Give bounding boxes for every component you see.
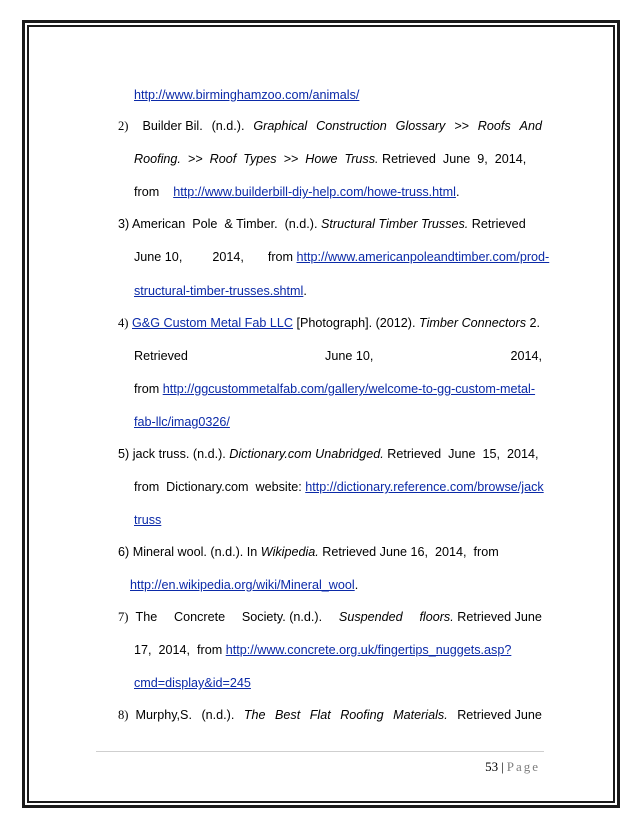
page-number: 53: [485, 759, 499, 774]
ref-3-retrieved: Retrieved: [468, 217, 526, 231]
ref-7-line-2: [134, 642, 511, 658]
ref-5-author: jack truss. (n.d.).: [129, 447, 230, 461]
ref-7-number: 7): [118, 610, 129, 624]
ref-2-title-word: >>: [454, 119, 469, 133]
ref-8-title-word: Best: [275, 708, 301, 722]
ref-7-url-cont[interactable]: cmd=display&id=245: [134, 676, 251, 690]
ref-2-line-1: [118, 118, 542, 134]
ref-4-line-3: [134, 381, 535, 397]
ref-6-line-2: [130, 577, 358, 593]
ref-4-line-4: [134, 414, 230, 430]
ref-2-line-2: [134, 151, 526, 167]
ref-2-period: .: [455, 185, 460, 199]
ref-8-retrieved: Retrieved June: [457, 708, 542, 722]
ref-3-author: American Pole & Timber. (n.d.).: [129, 217, 321, 231]
ref-2-url[interactable]: http://www.builderbill-diy-help.com/howe-truss.html: [173, 185, 456, 199]
ref-7-date: 17, 2014, from: [134, 643, 226, 657]
ref-3-number: 3): [118, 217, 130, 231]
ref-6-line-1: [118, 544, 499, 560]
ref-7-retrieved: Retrieved June: [457, 610, 542, 624]
ref-8-date: (n.d.).: [201, 708, 235, 722]
ref-2-number: 2): [118, 119, 129, 133]
ref-3-period: .: [303, 284, 307, 298]
ref-7-word: Society. (n.d.).: [241, 610, 323, 624]
ref-2-from: from: [134, 185, 160, 199]
ref-7-word: Concrete: [173, 610, 226, 624]
ref-7-line-3: [134, 675, 251, 691]
ref-7-url[interactable]: http://www.concrete.org.uk/fingertips_nuggets.asp?: [225, 643, 512, 657]
ref-3-url-cont[interactable]: structural-timber-trusses.shtml: [134, 284, 304, 298]
ref-4-type: [Photograph]. (2012).: [292, 316, 420, 330]
ref-4-tail: 2.: [526, 316, 541, 330]
ref-2-line-3: [134, 184, 459, 200]
footer-separator: |: [501, 759, 504, 774]
ref-1-line: [134, 87, 359, 103]
ref-2-title-word: Roofs: [477, 119, 511, 133]
ref-4-year: 2014,: [510, 349, 542, 363]
ref-2-title-word: Glossary: [395, 119, 446, 133]
page-footer: [485, 759, 540, 775]
ref-5-line-2: [134, 479, 544, 495]
ref-5-url-cont[interactable]: truss: [134, 513, 162, 527]
ref-7-line-1: [118, 609, 542, 625]
ref-4-line-2: [134, 348, 542, 364]
ref-5-number: 5): [118, 447, 130, 461]
ref-8-title-word: Flat: [309, 708, 331, 722]
ref-3-line-3: [134, 283, 307, 299]
ref-3-date: June 10,: [134, 250, 183, 264]
ref-4-url-cont[interactable]: fab-llc/imag0326/: [134, 415, 230, 429]
ref-7-word: The: [135, 610, 158, 624]
ref-5-source: from Dictionary.com website:: [134, 480, 306, 494]
ref-4-from: from: [134, 382, 163, 396]
ref-6-retrieved: Retrieved June 16, 2014, from: [318, 545, 499, 559]
ref-5-line-1: [118, 446, 538, 462]
ref-7-title: Suspended: [338, 610, 403, 624]
ref-3-from: from: [267, 250, 294, 264]
ref-4-title: Timber Connectors: [419, 316, 526, 330]
ref-8-number: 8): [118, 708, 129, 722]
ref-4-retrieved: Retrieved: [134, 349, 188, 363]
ref-6-url[interactable]: http://en.wikipedia.org/wiki/Mineral_wool: [130, 578, 355, 592]
ref-3-line-1: [118, 216, 526, 232]
ref-4-number: 4): [118, 316, 129, 330]
ref-6-title: Wikipedia.: [260, 545, 319, 559]
ref-2-title-word: Construction: [316, 119, 387, 133]
ref-8-title-word: The: [243, 708, 266, 722]
ref-1-url[interactable]: http://www.birminghamzoo.com/animals/: [134, 88, 360, 102]
ref-5-line-3: [134, 512, 161, 528]
ref-5-title: Dictionary.com Unabridged.: [229, 447, 384, 461]
ref-8-title-word: Roofing: [340, 708, 384, 722]
ref-6-period: .: [354, 578, 359, 592]
page-border-inner: [27, 25, 615, 803]
ref-3-line-2: [134, 249, 549, 265]
ref-5-url[interactable]: http://dictionary.reference.com/browse/jack: [305, 480, 544, 494]
ref-6-number: 6): [118, 545, 130, 559]
page-word: Page: [506, 759, 540, 774]
ref-4-url[interactable]: http://ggcustommetalfab.com/gallery/welcome-to-gg-custom-metal-: [162, 382, 536, 396]
ref-2-author: Builder Bil.: [142, 119, 203, 133]
ref-8-author: Murphy,S.: [135, 708, 192, 722]
ref-2-title-word: Graphical: [253, 119, 308, 133]
ref-2-title-cont: Roofing. >> Roof Types >> Howe Truss.: [134, 152, 379, 166]
ref-2-date: (n.d.).: [211, 119, 245, 133]
ref-7-title: floors.: [419, 610, 454, 624]
ref-5-retrieved: Retrieved June 15, 2014,: [383, 447, 539, 461]
ref-8-line-1: [118, 707, 542, 723]
ref-4-date: June 10,: [325, 349, 374, 363]
ref-4-line-1: [118, 315, 540, 331]
ref-8-title-word: Materials.: [393, 708, 448, 722]
footer-rule: [96, 751, 544, 752]
ref-3-year: 2014,: [212, 250, 244, 264]
ref-2-retrieved: Retrieved June 9, 2014,: [378, 152, 527, 166]
ref-6-author: Mineral wool. (n.d.). In: [129, 545, 261, 559]
ref-3-title: Structural Timber Trusses.: [320, 217, 469, 231]
ref-3-url[interactable]: http://www.americanpoleandtimber.com/prod-: [296, 250, 550, 264]
ref-4-link[interactable]: G&G Custom Metal Fab LLC: [132, 316, 293, 330]
ref-2-title-word: And: [519, 119, 542, 133]
